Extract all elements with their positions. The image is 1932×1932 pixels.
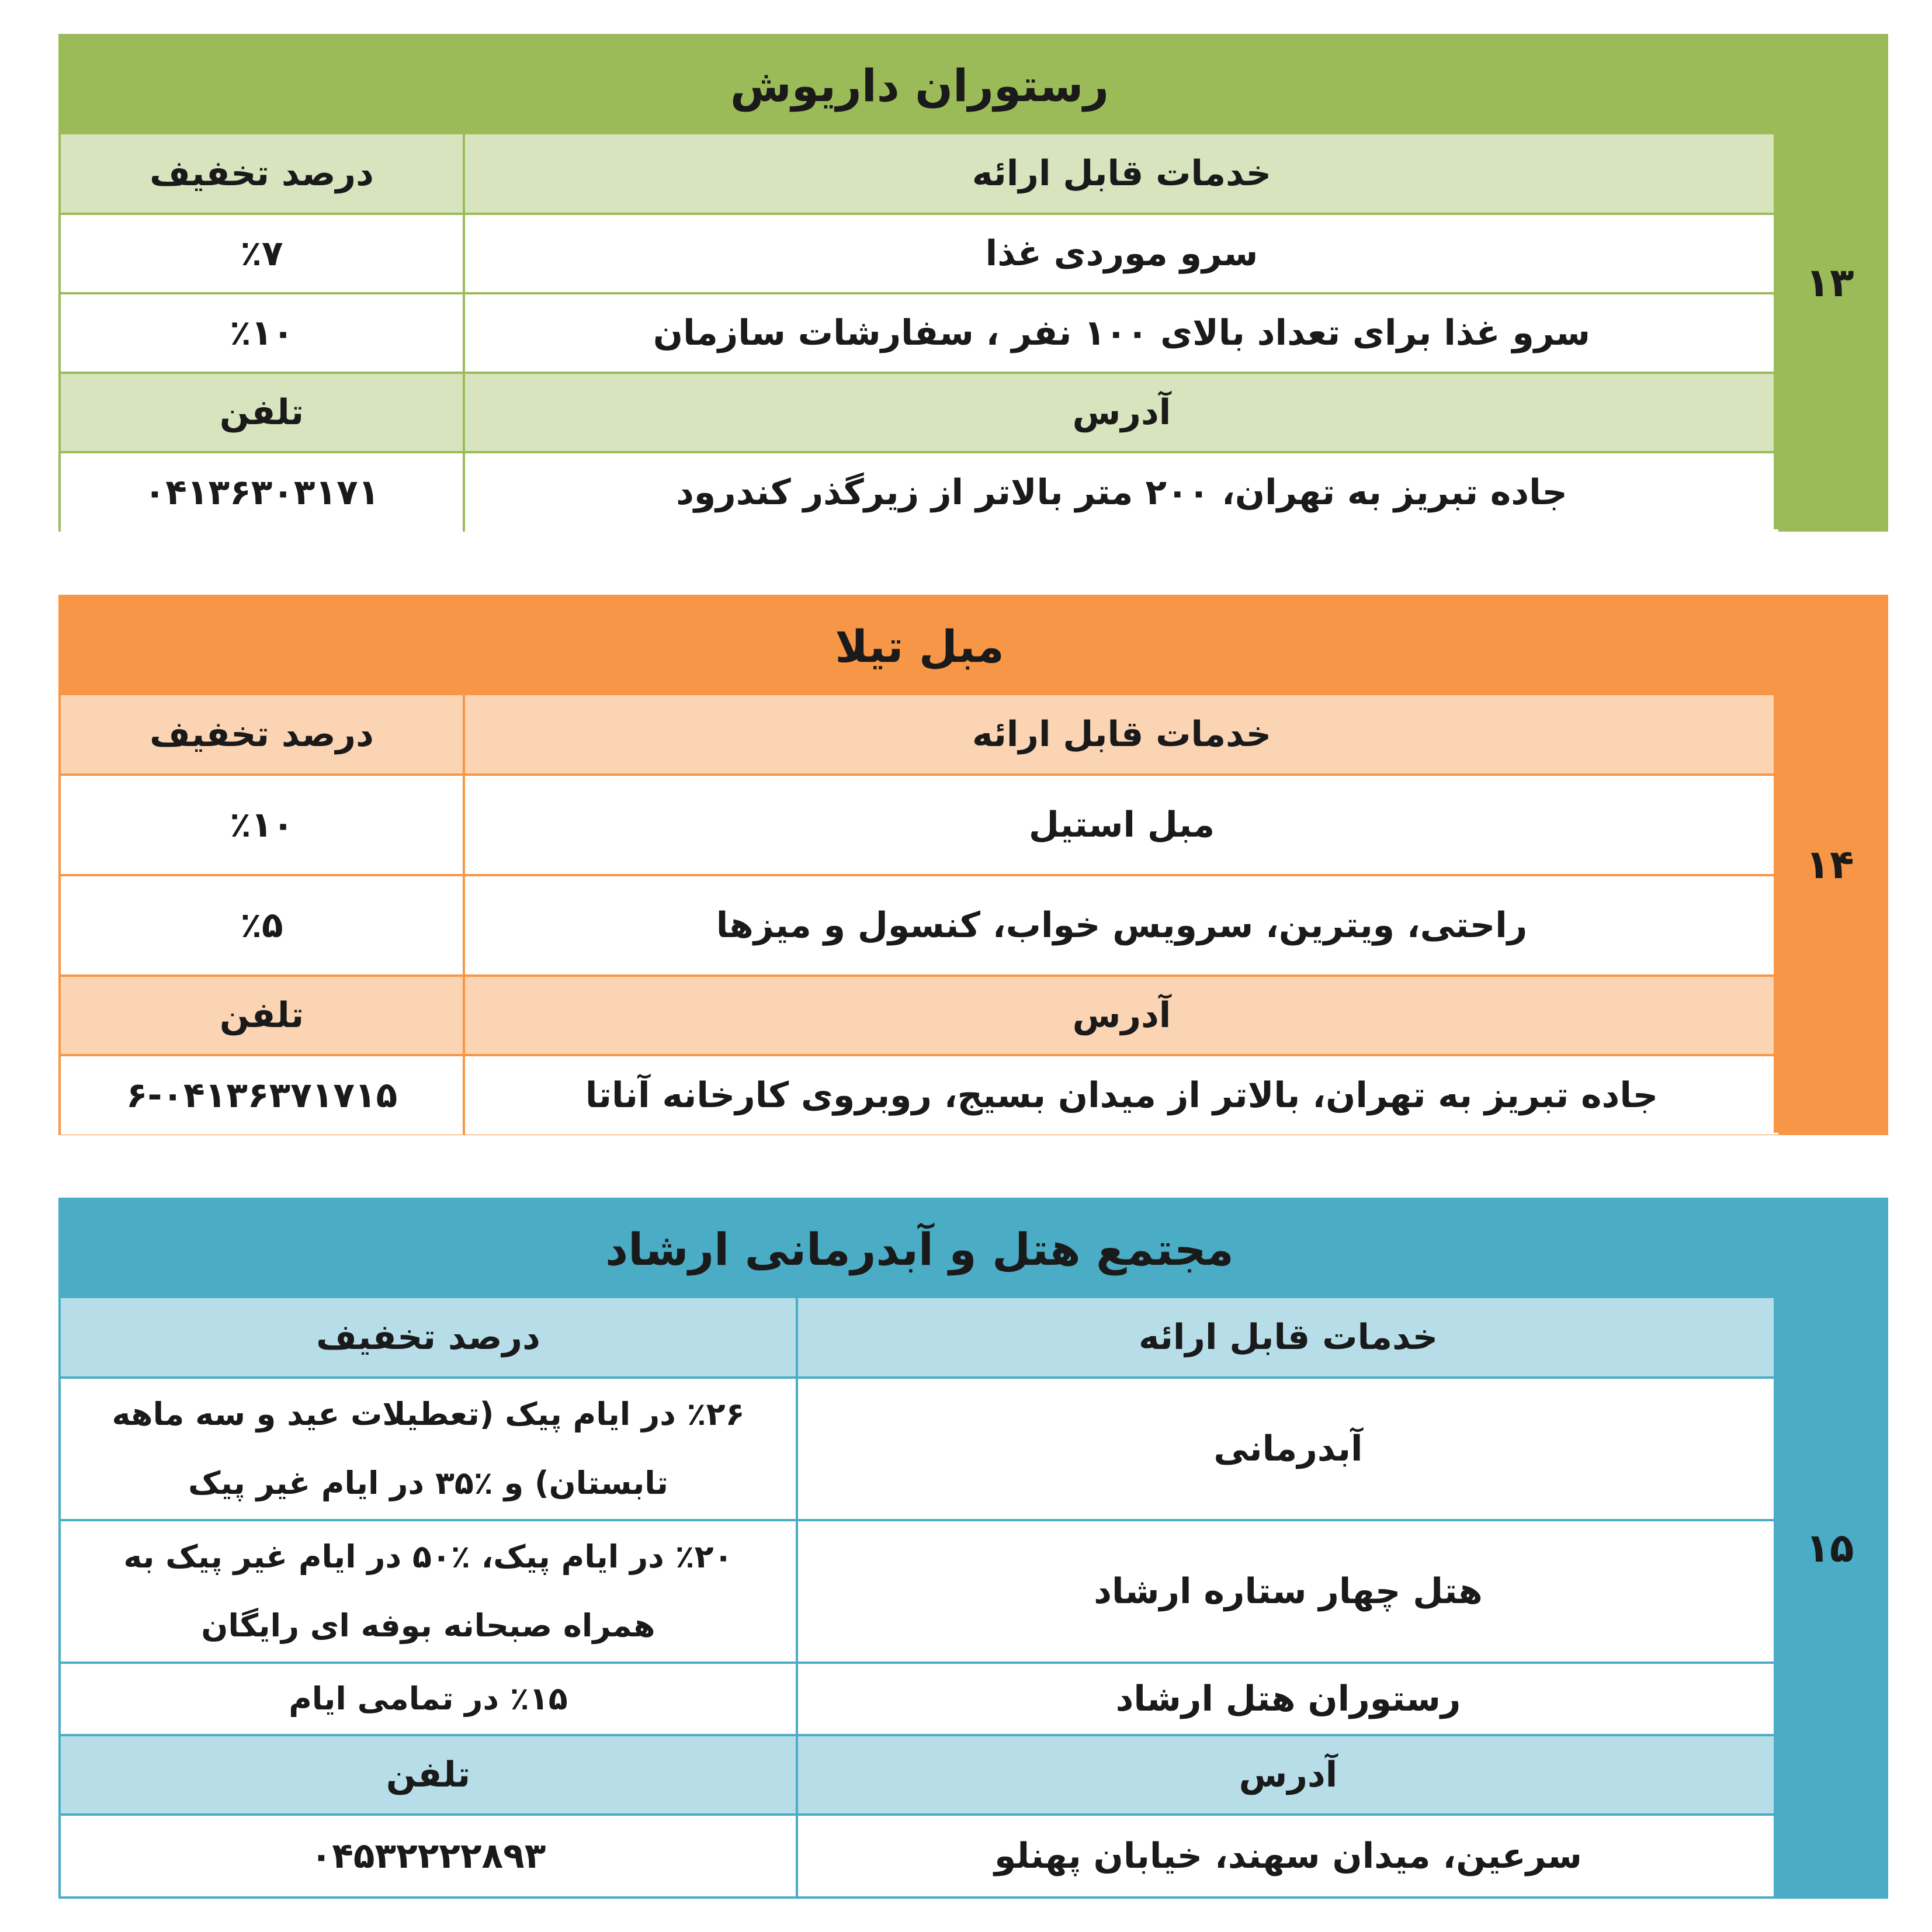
listing-block-14 <box>58 595 1888 1135</box>
discount-cell: ٪۵ <box>61 875 464 976</box>
services-header: خدمات قابل ارائه <box>797 1298 1778 1378</box>
phone-value: ۰۴۱۳۶۳۰۳۱۷۱ <box>61 452 464 532</box>
phone-header: تلفن <box>61 373 464 452</box>
address-header: آدرس <box>797 1735 1778 1815</box>
address-header: آدرس <box>464 976 1778 1055</box>
services-header: خدمات قابل ارائه <box>464 134 1778 214</box>
service-cell: سرو غذا برای تعداد بالای ۱۰۰ نفر ، سفارشات سازمان <box>464 293 1778 373</box>
service-cell: رستوران هتل ارشاد <box>797 1663 1778 1735</box>
discount-header: درصد تخفیف <box>61 1298 797 1378</box>
listing-number: ۱۳ <box>1774 36 1886 529</box>
phone-header: تلفن <box>61 976 464 1055</box>
service-cell: راحتی، ویترین، سرویس خواب، کنسول و میزها <box>464 875 1778 976</box>
discount-cell: ٪۲۰ در ایام پیک، ٪۵۰ در ایام غیر پیک به همراه صبحانه بوفه ای رایگان <box>61 1520 797 1663</box>
listing-title: مجتمع هتل و آبدرمانی ارشاد <box>61 1200 1778 1298</box>
address-header: آدرس <box>464 373 1778 452</box>
service-cell: آبدرمانی <box>797 1378 1778 1520</box>
listing-title: رستوران داریوش <box>61 36 1778 134</box>
discount-cell: ٪۷ <box>61 214 464 293</box>
discount-cell: ٪۱۵ در تمامی ایام <box>61 1663 797 1735</box>
address-value: سرعین، میدان سهند، خیابان پهنلو <box>797 1815 1778 1896</box>
services-header: خدمات قابل ارائه <box>464 695 1778 775</box>
phone-header: تلفن <box>61 1735 797 1815</box>
discount-cell: ٪۲۶ در ایام پیک (تعطیلات عید و سه ماهه تابستان) و ٪۳۵ در ایام غیر پیک <box>61 1378 797 1520</box>
listing-title: مبل تیلا <box>61 597 1778 695</box>
address-value: جاده تبریز به تهران، بالاتر از میدان بسیج، روبروی کارخانه آناتا <box>464 1055 1778 1135</box>
discount-header: درصد تخفیف <box>61 695 464 775</box>
listing-table <box>61 36 1778 532</box>
listing-table <box>61 597 1778 1135</box>
discount-header: درصد تخفیف <box>61 134 464 214</box>
phone-value: ۶-۰۴۱۳۶۳۷۱۷۱۵ <box>61 1055 464 1135</box>
address-value: جاده تبریز به تهران، ۲۰۰ متر بالاتر از زیرگذر کندرود <box>464 452 1778 532</box>
service-cell: هتل چهار ستاره ارشاد <box>797 1520 1778 1663</box>
listing-number: ۱۴ <box>1774 597 1886 1133</box>
listing-block-15 <box>58 1198 1888 1899</box>
listing-table <box>61 1200 1778 1896</box>
listing-number: ۱۵ <box>1774 1200 1886 1896</box>
discount-cell: ٪۱۰ <box>61 293 464 373</box>
phone-value: ۰۴۵۳۲۲۲۲۸۹۳ <box>61 1815 797 1896</box>
discount-cell: ٪۱۰ <box>61 775 464 875</box>
service-cell: سرو موردی غذا <box>464 214 1778 293</box>
service-cell: مبل استیل <box>464 775 1778 875</box>
listing-block-13 <box>58 34 1888 532</box>
